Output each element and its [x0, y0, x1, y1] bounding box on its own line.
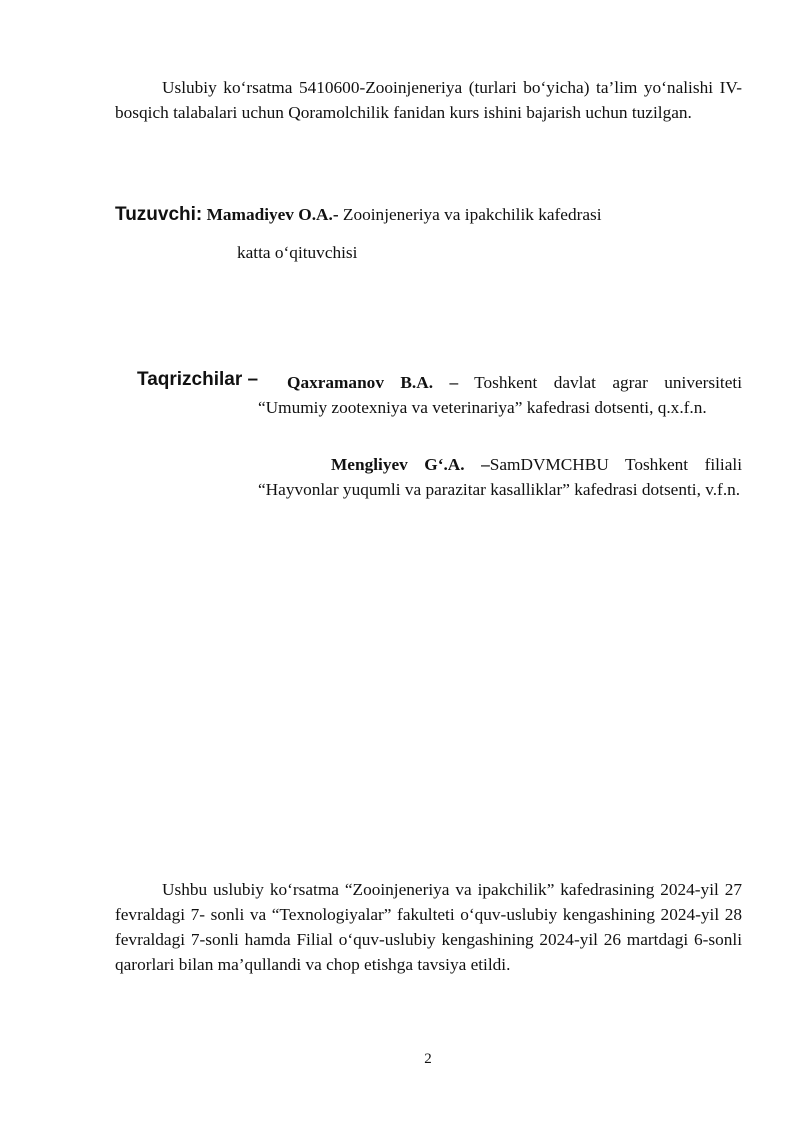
author-affiliation: Zooinjeneriya va ipakchilik kafedrasi: [338, 205, 602, 224]
author-label: Tuzuvchi:: [115, 204, 203, 225]
reviewer-details: SamDVMCHBU Toshkent filiali “Hayvonlar yuqumli va parazitar kasalliklar” kafedrasi dotsenti, v.f.n.: [258, 455, 742, 499]
reviewer-name: Qaxramanov B.A. –: [287, 373, 459, 392]
intro-paragraph: Uslubiy ko‘rsatma 5410600-Zooinjeneriya (turlari bo‘yicha) ta’lim yo‘nalishi IV-bosqich talabalari uchun Qoramolchilik fanidan kurs ishini bajarish uchun tuzilgan.: [115, 78, 742, 122]
author-position: katta o‘qituvchisi: [237, 243, 358, 262]
reviewers-label: Taqrizchilar –: [137, 369, 259, 390]
reviewer-name: Mengliyev G‘.A. –: [331, 455, 490, 474]
reviewer-entry: [258, 370, 742, 420]
reviewer-entry: [258, 452, 742, 502]
author-dash: -: [332, 205, 339, 224]
page-number: 2: [424, 1051, 432, 1067]
approval-paragraph: Ushbu uslubiy ko‘rsatma “Zooinjeneriya va ipakchilik” kafedrasining 2024-yil 27 fevraldagi 7- sonli va “Texnologiyalar” fakulteti o‘quv-uslubiy kengashining 2024-yil 28 fevraldagi 7-sonli hamda Filial o‘quv-uslubiy kengashining 2024-yil 26 martdagi 6-sonli qarorlari bilan ma’qullandi va chop etishga tavsiya etildi.: [115, 880, 742, 974]
author-line: [115, 202, 602, 227]
reviewer-details: Toshkent davlat agrar universiteti “Umumiy zootexniya va veterinariya” kafedrasi dotsenti, q.x.f.n.: [258, 373, 742, 417]
author-name: Mamadiyev O.A.: [206, 205, 333, 224]
